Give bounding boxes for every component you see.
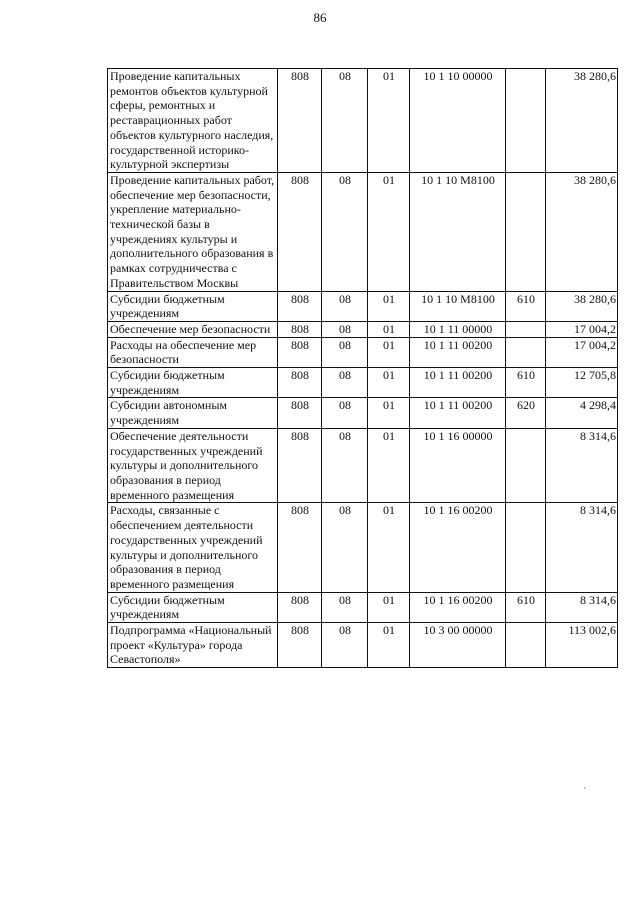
subsection-code-cell: 01 xyxy=(368,172,410,291)
ministry-code-cell: 808 xyxy=(278,291,322,321)
table-row xyxy=(108,321,618,337)
row-name-cell: Расходы, связанные с обеспечением деятельности государственных учреждений культуры и дополнительного образования в период временного размещения xyxy=(108,503,278,592)
target-code-cell: 10 1 11 00200 xyxy=(410,337,506,367)
subsection-code-cell: 01 xyxy=(368,428,410,503)
amount-cell: 8 314,6 xyxy=(546,503,618,592)
expense-type-cell xyxy=(506,69,546,173)
target-code-cell: 10 3 00 00000 xyxy=(410,623,506,668)
budget-table xyxy=(107,68,618,668)
row-name-cell: Расходы на обеспечение мер безопасности xyxy=(108,337,278,367)
ministry-code-cell: 808 xyxy=(278,503,322,592)
section-code-cell: 08 xyxy=(322,172,368,291)
row-name-cell: Субсидии автономным учреждениям xyxy=(108,398,278,428)
expense-type-cell xyxy=(506,337,546,367)
amount-cell: 17 004,2 xyxy=(546,337,618,367)
amount-cell: 8 314,6 xyxy=(546,428,618,503)
section-code-cell: 08 xyxy=(322,69,368,173)
section-code-cell: 08 xyxy=(322,291,368,321)
target-code-cell: 10 1 11 00200 xyxy=(410,368,506,398)
row-name-cell: Проведение капитальных работ, обеспечение мер безопасности, укрепление материально-технической базы в учреждениях культуры и дополнительного образования в рамках сотрудничества с Правительством Москвы xyxy=(108,172,278,291)
subsection-code-cell: 01 xyxy=(368,623,410,668)
section-code-cell: 08 xyxy=(322,503,368,592)
amount-cell: 4 298,4 xyxy=(546,398,618,428)
table-row xyxy=(108,592,618,622)
table-row xyxy=(108,503,618,592)
amount-cell: 38 280,6 xyxy=(546,172,618,291)
amount-cell: 38 280,6 xyxy=(546,291,618,321)
ministry-code-cell: 808 xyxy=(278,623,322,668)
subsection-code-cell: 01 xyxy=(368,368,410,398)
subsection-code-cell: 01 xyxy=(368,337,410,367)
ministry-code-cell: 808 xyxy=(278,428,322,503)
amount-cell: 12 705,8 xyxy=(546,368,618,398)
target-code-cell: 10 1 11 00200 xyxy=(410,398,506,428)
table-row xyxy=(108,172,618,291)
table-row xyxy=(108,398,618,428)
amount-cell: 17 004,2 xyxy=(546,321,618,337)
expense-type-cell: 610 xyxy=(506,368,546,398)
ministry-code-cell: 808 xyxy=(278,592,322,622)
ministry-code-cell: 808 xyxy=(278,321,322,337)
row-name-cell: Субсидии бюджетным учреждениям xyxy=(108,592,278,622)
row-name-cell: Обеспечение мер безопасности xyxy=(108,321,278,337)
row-name-cell: Обеспечение деятельности государственных учреждений культуры и дополнительного образования в период временного размещения xyxy=(108,428,278,503)
section-code-cell: 08 xyxy=(322,592,368,622)
target-code-cell: 10 1 16 00200 xyxy=(410,592,506,622)
subsection-code-cell: 01 xyxy=(368,291,410,321)
target-code-cell: 10 1 10 М8100 xyxy=(410,291,506,321)
row-name-cell: Субсидии бюджетным учреждениям xyxy=(108,291,278,321)
row-name-cell: Субсидии бюджетным учреждениям xyxy=(108,368,278,398)
table-row xyxy=(108,428,618,503)
section-code-cell: 08 xyxy=(322,321,368,337)
table-row xyxy=(108,623,618,668)
ministry-code-cell: 808 xyxy=(278,69,322,173)
row-name-cell: Проведение капитальных ремонтов объектов культурной сферы, ремонтных и реставрационных работ объектов культурного наследия, государственной историко-культурной экспертизы xyxy=(108,69,278,173)
section-code-cell: 08 xyxy=(322,398,368,428)
target-code-cell: 10 1 16 00200 xyxy=(410,503,506,592)
table-row xyxy=(108,337,618,367)
expense-type-cell xyxy=(506,428,546,503)
expense-type-cell xyxy=(506,623,546,668)
subsection-code-cell: 01 xyxy=(368,69,410,173)
subsection-code-cell: 01 xyxy=(368,398,410,428)
target-code-cell: 10 1 10 М8100 xyxy=(410,172,506,291)
expense-type-cell xyxy=(506,172,546,291)
table-row xyxy=(108,291,618,321)
row-name-cell: Подпрограмма «Национальный проект «Культура» города Севастополя» xyxy=(108,623,278,668)
ministry-code-cell: 808 xyxy=(278,337,322,367)
expense-type-cell xyxy=(506,321,546,337)
ministry-code-cell: 808 xyxy=(278,172,322,291)
ministry-code-cell: 808 xyxy=(278,398,322,428)
subsection-code-cell: 01 xyxy=(368,592,410,622)
section-code-cell: 08 xyxy=(322,428,368,503)
section-code-cell: 08 xyxy=(322,337,368,367)
section-code-cell: 08 xyxy=(322,368,368,398)
target-code-cell: 10 1 10 00000 xyxy=(410,69,506,173)
expense-type-cell: 610 xyxy=(506,592,546,622)
ministry-code-cell: 808 xyxy=(278,368,322,398)
amount-cell: 113 002,6 xyxy=(546,623,618,668)
expense-type-cell: 620 xyxy=(506,398,546,428)
section-code-cell: 08 xyxy=(322,623,368,668)
amount-cell: 38 280,6 xyxy=(546,69,618,173)
expense-type-cell: 610 xyxy=(506,291,546,321)
target-code-cell: 10 1 11 00000 xyxy=(410,321,506,337)
table-row xyxy=(108,368,618,398)
subsection-code-cell: 01 xyxy=(368,503,410,592)
table-row xyxy=(108,69,618,173)
amount-cell: 8 314,6 xyxy=(546,592,618,622)
expense-type-cell xyxy=(506,503,546,592)
subsection-code-cell: 01 xyxy=(368,321,410,337)
target-code-cell: 10 1 16 00000 xyxy=(410,428,506,503)
table-body xyxy=(108,69,618,668)
page-number: 86 xyxy=(313,10,327,25)
scan-mark: ˊ xyxy=(583,787,587,798)
